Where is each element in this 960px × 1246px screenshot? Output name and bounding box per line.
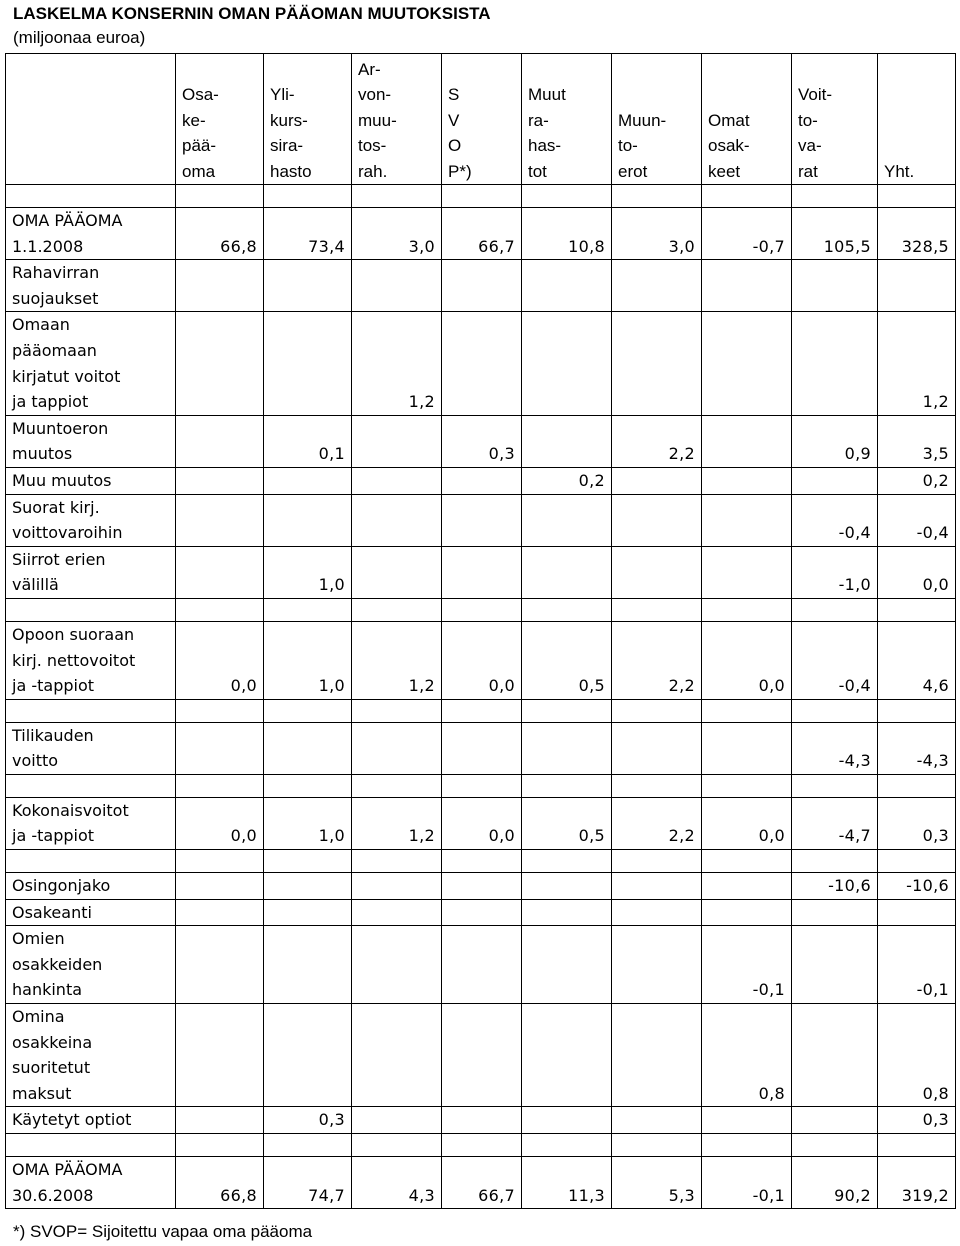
value-cell [792, 185, 878, 208]
header-row [6, 54, 956, 185]
table-row [6, 873, 956, 900]
value-cell [442, 699, 522, 722]
value-cell [792, 699, 878, 722]
value-cell: 4,3 [352, 1157, 442, 1209]
spacer-row [6, 774, 956, 797]
value-cell [702, 598, 792, 621]
value-cell: -0,7 [702, 208, 792, 260]
table-row [6, 415, 956, 467]
value-cell [264, 260, 352, 312]
value-cell: 0,3 [878, 797, 956, 849]
value-cell [522, 722, 612, 774]
value-cell [176, 494, 264, 546]
value-cell [442, 598, 522, 621]
value-cell: 0,0 [702, 621, 792, 699]
value-cell [702, 699, 792, 722]
value-cell: 3,0 [352, 208, 442, 260]
row-label: Rahavirran suojaukset [6, 260, 176, 312]
value-cell [792, 312, 878, 415]
row-label: Omien osakkeiden hankinta [6, 926, 176, 1004]
row-label [6, 699, 176, 722]
row-label: Muu muutos [6, 467, 176, 494]
value-cell [352, 850, 442, 873]
value-cell: -0,1 [878, 926, 956, 1004]
value-cell [702, 850, 792, 873]
value-cell [442, 467, 522, 494]
value-cell: 3,0 [612, 208, 702, 260]
value-cell [442, 260, 522, 312]
value-cell [702, 312, 792, 415]
row-label: Muuntoeron muutos [6, 415, 176, 467]
value-cell [522, 699, 612, 722]
value-cell [612, 494, 702, 546]
value-cell [522, 185, 612, 208]
footnote: *) SVOP= Sijoitettu vapaa oma pääoma [13, 1222, 313, 1241]
row-label: Osakeanti [6, 899, 176, 926]
value-cell [352, 185, 442, 208]
value-cell [442, 850, 522, 873]
value-cell: 90,2 [792, 1157, 878, 1209]
row-label: Kokonaisvoitot ja -tappiot [6, 797, 176, 849]
value-cell [878, 774, 956, 797]
value-cell [264, 494, 352, 546]
value-cell: 66,7 [442, 208, 522, 260]
value-cell [702, 873, 792, 900]
value-cell [702, 774, 792, 797]
table-row [6, 467, 956, 494]
value-cell: 5,3 [612, 1157, 702, 1209]
value-cell: -4,3 [792, 722, 878, 774]
value-cell [612, 1107, 702, 1134]
value-cell [176, 722, 264, 774]
value-cell [792, 899, 878, 926]
value-cell [264, 926, 352, 1004]
value-cell: 0,5 [522, 621, 612, 699]
value-cell [878, 185, 956, 208]
value-cell [352, 722, 442, 774]
value-cell [442, 1107, 522, 1134]
row-label: Suorat kirj. voittovaroihin [6, 494, 176, 546]
column-header: Muut ra- has- tot [522, 54, 612, 185]
value-cell: 319,2 [878, 1157, 956, 1209]
value-cell [702, 467, 792, 494]
value-cell [878, 598, 956, 621]
row-label [6, 185, 176, 208]
value-cell: -0,1 [702, 926, 792, 1004]
value-cell [352, 1004, 442, 1107]
value-cell: 2,2 [612, 415, 702, 467]
value-cell: 0,3 [442, 415, 522, 467]
value-cell [352, 415, 442, 467]
value-cell [878, 260, 956, 312]
value-cell: 0,8 [702, 1004, 792, 1107]
value-cell [352, 926, 442, 1004]
spacer-row [6, 850, 956, 873]
value-cell: -0,4 [792, 621, 878, 699]
table-row [6, 797, 956, 849]
value-cell [264, 598, 352, 621]
value-cell: 2,2 [612, 621, 702, 699]
value-cell [442, 774, 522, 797]
table-header [6, 54, 956, 185]
value-cell [264, 699, 352, 722]
value-cell [442, 185, 522, 208]
value-cell [522, 873, 612, 900]
value-cell [264, 873, 352, 900]
value-cell [176, 1004, 264, 1107]
value-cell [442, 899, 522, 926]
value-cell [176, 260, 264, 312]
value-cell: 0,2 [522, 467, 612, 494]
value-cell [612, 873, 702, 900]
value-cell: 0,8 [878, 1004, 956, 1107]
value-cell: 0,2 [878, 467, 956, 494]
value-cell [522, 1107, 612, 1134]
value-cell: -1,0 [792, 546, 878, 598]
value-cell: 2,2 [612, 797, 702, 849]
table-row [6, 1107, 956, 1134]
value-cell: -10,6 [792, 873, 878, 900]
value-cell [522, 926, 612, 1004]
value-cell [264, 1134, 352, 1157]
value-cell [264, 899, 352, 926]
value-cell [878, 699, 956, 722]
value-cell [702, 494, 792, 546]
value-cell [352, 873, 442, 900]
value-cell [176, 899, 264, 926]
row-label: Omina osakkeina suoritetut maksut [6, 1004, 176, 1107]
table-row [6, 621, 956, 699]
value-cell: 0,0 [878, 546, 956, 598]
value-cell [792, 260, 878, 312]
value-cell: -0,4 [792, 494, 878, 546]
value-cell [522, 494, 612, 546]
table-row [6, 722, 956, 774]
value-cell [176, 467, 264, 494]
row-label: Tilikauden voitto [6, 722, 176, 774]
value-cell: 0,3 [264, 1107, 352, 1134]
value-cell [264, 185, 352, 208]
value-cell: 0,1 [264, 415, 352, 467]
row-label [6, 774, 176, 797]
value-cell [792, 467, 878, 494]
value-cell [352, 699, 442, 722]
value-cell [442, 1134, 522, 1157]
value-cell: 66,8 [176, 208, 264, 260]
value-cell [522, 312, 612, 415]
value-cell [522, 598, 612, 621]
value-cell: 0,0 [702, 797, 792, 849]
value-cell [442, 873, 522, 900]
value-cell [176, 926, 264, 1004]
value-cell [352, 774, 442, 797]
column-header: Yht. [878, 54, 956, 185]
table-row [6, 1004, 956, 1107]
value-cell: -0,1 [702, 1157, 792, 1209]
value-cell: 74,7 [264, 1157, 352, 1209]
value-cell [702, 899, 792, 926]
row-label: OMA PÄÄOMA 30.6.2008 [6, 1157, 176, 1209]
spacer-row [6, 699, 956, 722]
table-row [6, 312, 956, 415]
value-cell [612, 312, 702, 415]
value-cell [442, 312, 522, 415]
value-cell [264, 312, 352, 415]
report-subtitle: (miljoonaa euroa) [13, 28, 146, 47]
value-cell: -0,4 [878, 494, 956, 546]
value-cell [702, 1134, 792, 1157]
value-cell: 3,5 [878, 415, 956, 467]
value-cell: 11,3 [522, 1157, 612, 1209]
value-cell [792, 1107, 878, 1134]
value-cell [264, 850, 352, 873]
value-cell [702, 260, 792, 312]
value-cell [352, 1107, 442, 1134]
value-cell [442, 494, 522, 546]
row-label: Opoon suoraan kirj. nettovoitot ja -tappiot [6, 621, 176, 699]
table-row [6, 546, 956, 598]
value-cell [792, 1004, 878, 1107]
value-cell [792, 1134, 878, 1157]
column-header: Voit- to- va- rat [792, 54, 878, 185]
value-cell [522, 546, 612, 598]
value-cell: 1,0 [264, 546, 352, 598]
value-cell [522, 1004, 612, 1107]
value-cell [878, 1134, 956, 1157]
value-cell [352, 467, 442, 494]
value-cell: 0,0 [442, 621, 522, 699]
column-header: Osa- ke- pää- oma [176, 54, 264, 185]
value-cell: 66,8 [176, 1157, 264, 1209]
table-row [6, 494, 956, 546]
row-label: Siirrot erien välillä [6, 546, 176, 598]
value-cell [878, 850, 956, 873]
value-cell [522, 774, 612, 797]
value-cell: 73,4 [264, 208, 352, 260]
value-cell: 0,0 [176, 621, 264, 699]
row-label [6, 598, 176, 621]
value-cell: 1,2 [352, 797, 442, 849]
value-cell [612, 467, 702, 494]
column-header: S V O P*) [442, 54, 522, 185]
value-cell [176, 699, 264, 722]
value-cell [176, 1107, 264, 1134]
spacer-row [6, 185, 956, 208]
value-cell [612, 699, 702, 722]
value-cell: 0,5 [522, 797, 612, 849]
value-cell: 66,7 [442, 1157, 522, 1209]
value-cell [176, 873, 264, 900]
value-cell [352, 1134, 442, 1157]
row-label [6, 1134, 176, 1157]
value-cell [612, 598, 702, 621]
header-corner-cell [6, 54, 176, 185]
value-cell [792, 598, 878, 621]
value-cell [352, 494, 442, 546]
value-cell [176, 850, 264, 873]
value-cell: 105,5 [792, 208, 878, 260]
value-cell [612, 722, 702, 774]
spacer-row [6, 598, 956, 621]
row-label: Omaan pääomaan kirjatut voitot ja tappiot [6, 312, 176, 415]
value-cell: 1,2 [878, 312, 956, 415]
value-cell [352, 546, 442, 598]
table-row [6, 899, 956, 926]
value-cell [612, 1134, 702, 1157]
value-cell [522, 1134, 612, 1157]
column-header: Yli- kurs- sira- hasto [264, 54, 352, 185]
value-cell [612, 1004, 702, 1107]
value-cell: 0,9 [792, 415, 878, 467]
value-cell [612, 774, 702, 797]
value-cell: 1,2 [352, 312, 442, 415]
value-cell [352, 899, 442, 926]
value-cell [612, 850, 702, 873]
row-label: OMA PÄÄOMA 1.1.2008 [6, 208, 176, 260]
value-cell [442, 722, 522, 774]
value-cell [612, 899, 702, 926]
value-cell [442, 926, 522, 1004]
value-cell [702, 1107, 792, 1134]
value-cell [176, 312, 264, 415]
value-cell [176, 1134, 264, 1157]
spacer-row [6, 1134, 956, 1157]
value-cell [176, 415, 264, 467]
column-header: Omat osak- keet [702, 54, 792, 185]
value-cell [612, 546, 702, 598]
report-title: LASKELMA KONSERNIN OMAN PÄÄOMAN MUUTOKSISTA [13, 4, 491, 23]
value-cell [264, 774, 352, 797]
value-cell [176, 185, 264, 208]
column-header: Muun- to- erot [612, 54, 702, 185]
table-body [6, 185, 956, 1209]
value-cell: -10,6 [878, 873, 956, 900]
value-cell [442, 1004, 522, 1107]
value-cell [792, 774, 878, 797]
value-cell: 0,3 [878, 1107, 956, 1134]
value-cell: 1,2 [352, 621, 442, 699]
value-cell [792, 926, 878, 1004]
value-cell [176, 774, 264, 797]
value-cell [702, 415, 792, 467]
value-cell: 0,0 [176, 797, 264, 849]
row-label: Osingonjako [6, 873, 176, 900]
value-cell [522, 850, 612, 873]
value-cell [522, 415, 612, 467]
value-cell: 10,8 [522, 208, 612, 260]
value-cell [264, 722, 352, 774]
value-cell [442, 546, 522, 598]
value-cell [612, 185, 702, 208]
value-cell [878, 899, 956, 926]
table-row [6, 926, 956, 1004]
table-row [6, 1157, 956, 1209]
value-cell [522, 899, 612, 926]
value-cell [176, 546, 264, 598]
column-header: Ar- von- muu- tos- rah. [352, 54, 442, 185]
value-cell [792, 850, 878, 873]
equity-changes-table [5, 53, 956, 1209]
value-cell: -4,7 [792, 797, 878, 849]
table-row [6, 208, 956, 260]
value-cell [352, 260, 442, 312]
value-cell: 0,0 [442, 797, 522, 849]
value-cell [264, 1004, 352, 1107]
value-cell: 1,0 [264, 621, 352, 699]
value-cell [612, 926, 702, 1004]
value-cell: 328,5 [878, 208, 956, 260]
value-cell [702, 185, 792, 208]
value-cell [352, 598, 442, 621]
row-label [6, 850, 176, 873]
table-row [6, 260, 956, 312]
value-cell [264, 467, 352, 494]
value-cell: -4,3 [878, 722, 956, 774]
value-cell: 4,6 [878, 621, 956, 699]
value-cell [176, 598, 264, 621]
value-cell [522, 260, 612, 312]
value-cell [702, 722, 792, 774]
value-cell [702, 546, 792, 598]
value-cell: 1,0 [264, 797, 352, 849]
value-cell [612, 260, 702, 312]
row-label: Käytetyt optiot [6, 1107, 176, 1134]
